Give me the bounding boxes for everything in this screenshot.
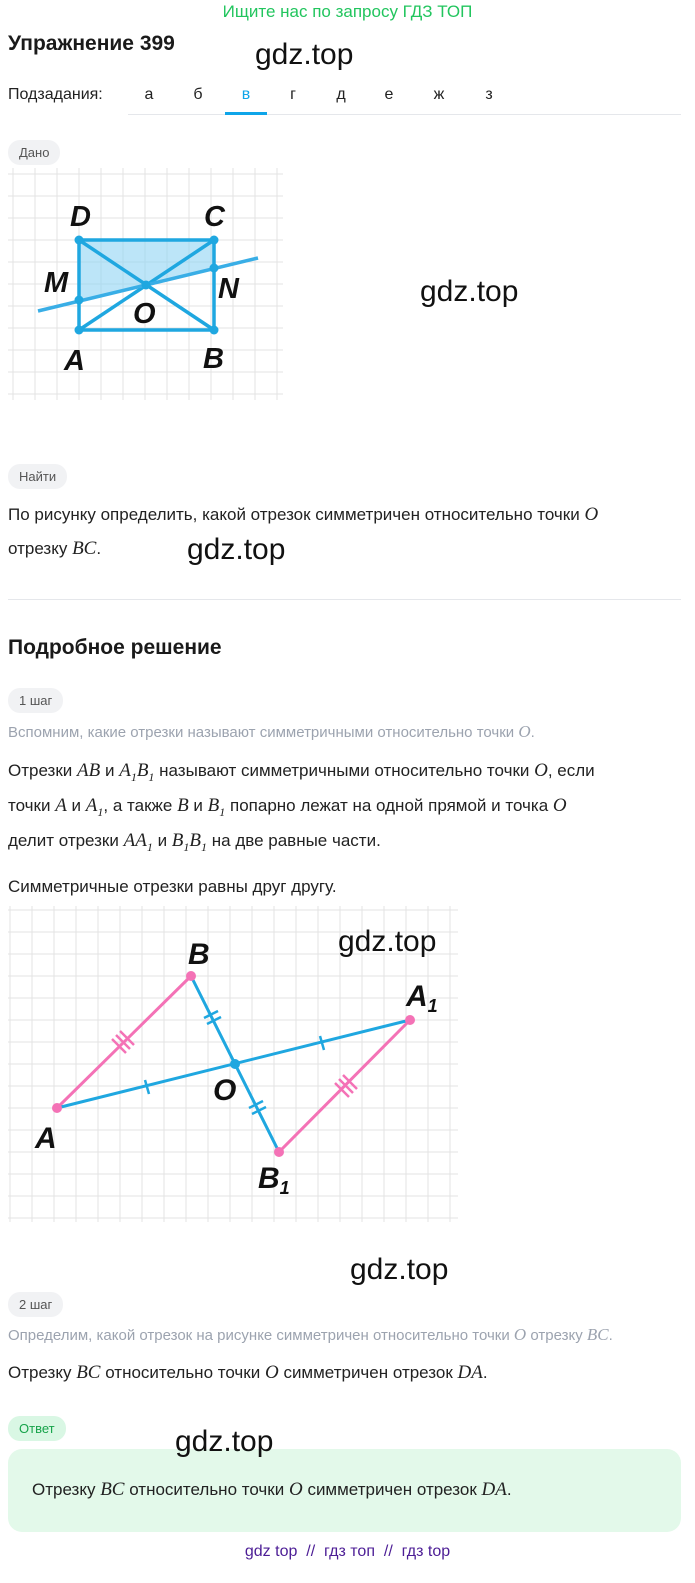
label-o: O [213,1074,237,1107]
watermark: gdz.top [255,38,354,71]
watermark: gdz.top [338,925,437,958]
active-tab-indicator [225,112,267,115]
label-a: A [35,1122,57,1155]
find-text-line1: По рисунку определить, какой отрезок симметричен относительно точки O [8,504,599,525]
divider [8,599,681,600]
given-figure [8,168,288,403]
subtask-tabs [128,78,681,115]
footer-links[interactable]: gdz top // гдз топ // гдз top [244,1543,451,1560]
step2-hint: Определим, какой отрезок на рисунке симметричен относительно точки O отрезку BC. [8,1325,613,1344]
tab-g[interactable]: г [290,86,296,103]
step1-paragraph-line2: точки A и $A_1$, а также B и $B_1$ попарно лежат на одной прямой и точка O [8,795,567,819]
find-badge: Найти [8,464,67,489]
label-b1: $B_1$ [258,1162,290,1198]
tab-z[interactable]: з [485,86,493,103]
tab-b[interactable]: б [193,86,203,103]
label-b: B [203,343,224,375]
label-b: B [188,938,210,971]
label-d: D [70,201,91,233]
tab-zh[interactable]: ж [433,86,445,103]
answer-badge: Ответ [8,1416,66,1441]
label-m: M [44,267,69,299]
answer-text: Отрезку BC относительно точки O симметричен отрезок DA. [32,1479,512,1500]
label-o: O [133,298,156,330]
step1-hint: Вспомним, какие отрезки называют симметричными относительно точки O. [8,722,535,741]
step1-paragraph-line3: делит отрезки $AA_1$ и $B_1B_1$ на две равные части. [8,830,381,854]
subtasks-label: Подзадания: [8,86,103,103]
step2-result: Отрезку BC относительно точки O симметричен отрезок DA. [8,1362,488,1383]
watermark: gdz.top [175,1425,274,1458]
shaded-region [79,240,214,300]
label-c: C [204,201,225,233]
step1-symmetric-note: Симметричные отрезки равны друг другу. [8,877,337,896]
step1-badge: 1 шаг [8,688,63,713]
tab-e[interactable]: е [384,86,394,103]
tab-d[interactable]: д [336,86,346,103]
page-title: Упражнение 399 [8,32,175,55]
tab-a[interactable]: а [144,86,154,103]
step1-paragraph-line1: Отрезки AB и $A_1B_1$ называют симметричными относительно точки O, если [8,760,595,784]
given-badge: Дано [8,140,60,165]
promo-banner[interactable]: Ищите нас по запросу ГДЗ ТОП [222,2,473,21]
watermark: gdz.top [350,1253,449,1286]
label-n: N [218,273,239,305]
watermark: gdz.top [187,533,286,566]
label-a1: $A_1$ [406,980,438,1016]
tab-v[interactable]: в [241,86,251,103]
label-a: A [64,345,85,377]
watermark: gdz.top [420,275,519,308]
step2-badge: 2 шаг [8,1292,63,1317]
find-text-line2: отрезку BC. [8,538,102,559]
solution-heading: Подробное решение [8,636,222,659]
